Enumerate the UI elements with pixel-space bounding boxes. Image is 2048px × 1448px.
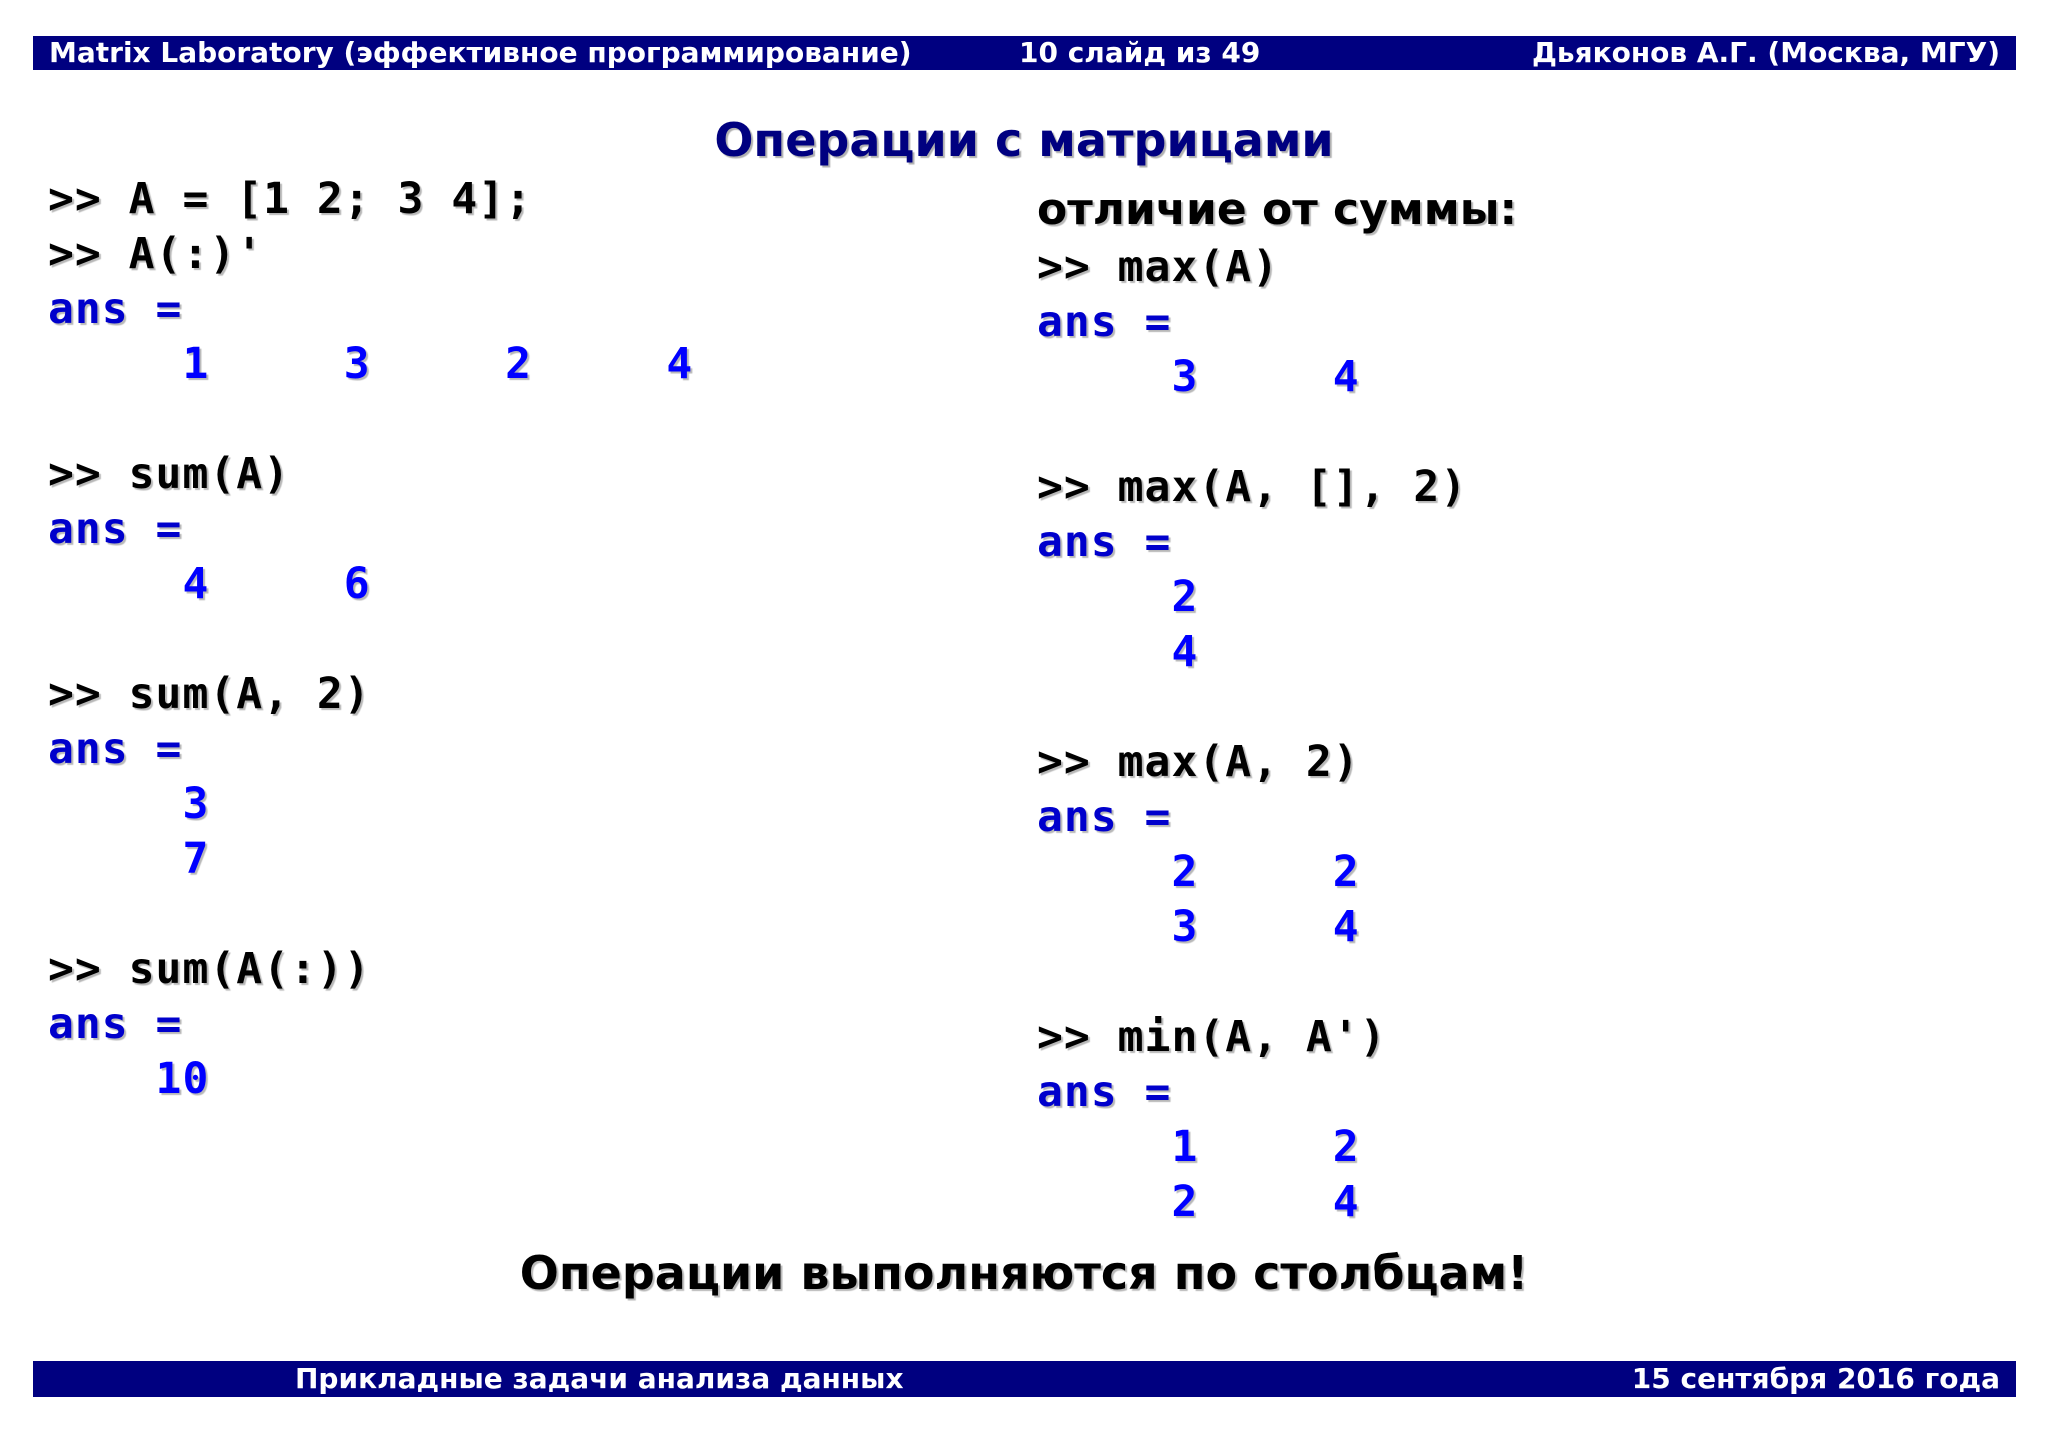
code-line: 2 4 (1037, 1177, 1360, 1227)
code-line: 4 6 (48, 559, 371, 609)
header-bar (33, 36, 2016, 70)
code-line: ans = (48, 504, 183, 554)
slide-title: Операции с матрицами (714, 113, 1334, 167)
code-line: 2 2 (1037, 847, 1360, 897)
code-line: ans = (1037, 792, 1172, 842)
code-line: >> max(A, 2) (1037, 737, 1360, 787)
code-line: 3 (48, 779, 210, 829)
author: Дьяконов А.Г. (Москва, МГУ) (1531, 36, 2000, 69)
code-line: >> sum(A) (48, 449, 290, 499)
code-line: >> A = [1 2; 3 4]; (48, 174, 532, 224)
footer-bar (33, 1361, 2016, 1397)
code-line: 10 (48, 1054, 210, 1104)
code-line: 1 2 (1037, 1122, 1360, 1172)
code-line: >> max(A, [], 2) (1037, 462, 1468, 512)
course-name: Прикладные задачи анализа данных (295, 1362, 904, 1395)
code-line: 2 (1037, 572, 1199, 622)
conclusion-note: Операции выполняются по столбцам! (519, 1246, 1529, 1300)
date: 15 сентября 2016 года (1631, 1362, 2000, 1395)
code-line: >> sum(A, 2) (48, 669, 371, 719)
code-line: 3 4 (1037, 352, 1360, 402)
right-heading: отличие от суммы: (1037, 184, 1518, 235)
code-line: ans = (48, 724, 183, 774)
code-line: 4 (1037, 627, 1199, 677)
code-line: ans = (1037, 517, 1172, 567)
code-line: ans = (48, 284, 183, 334)
code-line: 7 (48, 834, 210, 884)
code-line: >> A(:)' (48, 229, 264, 279)
code-line: >> sum(A(:)) (48, 944, 371, 994)
code-line: ans = (1037, 297, 1172, 347)
code-line: ans = (1037, 1067, 1172, 1117)
code-line: ans = (48, 999, 183, 1049)
code-line: >> max(A) (1037, 242, 1279, 292)
code-line: 3 4 (1037, 902, 1360, 952)
code-line: 1 3 2 4 (48, 339, 694, 389)
slide-counter: 10 слайд из 49 (1019, 36, 1261, 69)
course-title: Matrix Laboratory (эффективное программирование) (49, 36, 912, 69)
code-line: >> min(A, A') (1037, 1012, 1387, 1062)
